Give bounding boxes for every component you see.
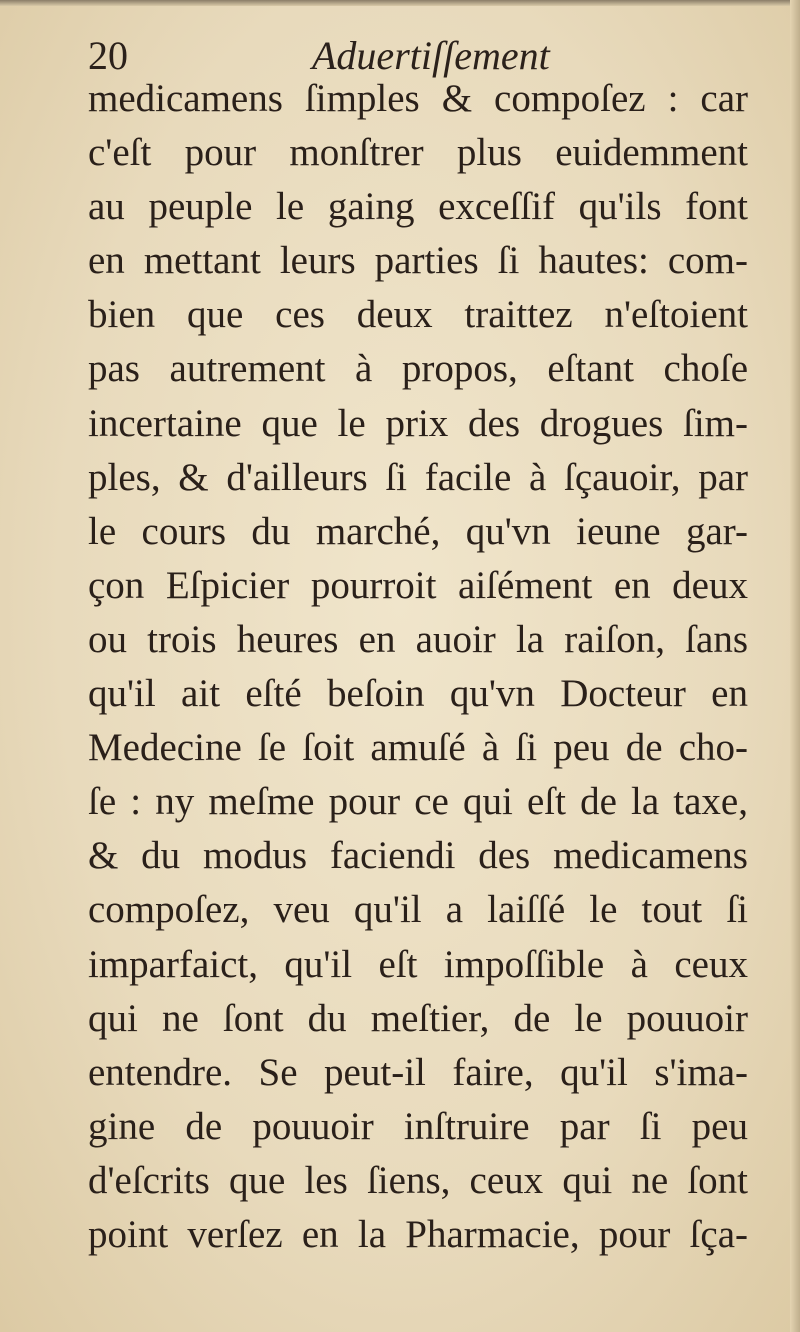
text-line: imparfaict, qu'il eſt impoſſible à ceux [88, 942, 748, 986]
text-line: bien que ces deux traittez n'eſtoient [88, 293, 748, 337]
text-line: ſe : ny meſme pour ce qui eſt de la taxe, [88, 780, 748, 824]
text-line: d'eſcrits que les ſiens, ceux qui ne ſont [88, 1158, 748, 1202]
text-line: gine de pouuoir inſtruire par ſi peu [88, 1104, 748, 1148]
text-line: au peuple le gaing exceſſif qu'ils font [88, 185, 748, 229]
running-title: Aduertiſſement [312, 33, 550, 78]
text-line: point verſez en la Pharmacie, pour ſça- [88, 1212, 748, 1256]
text-line: le cours du marché, qu'vn ieune gar- [88, 509, 748, 553]
text-line: c'eſt pour monſtrer plus euidemment [88, 131, 748, 175]
page-number: 20 [88, 33, 128, 78]
text-line: compoſez, veu qu'il a laiſſé le tout ſi [88, 888, 748, 932]
text-line: entendre. Se peut-il faire, qu'il s'ima- [88, 1050, 748, 1094]
text-line: çon Eſpicier pourroit aiſément en deux [88, 563, 748, 607]
text-line: en mettant leurs parties ſi hautes: com- [88, 239, 748, 283]
text-line: pas autrement à propos, eſtant choſe [88, 347, 748, 391]
body-text [88, 72, 748, 1262]
page-top-edge [0, 0, 800, 6]
text-line: qu'il ait eſté beſoin qu'vn Docteur en [88, 672, 748, 716]
text-line: medicamens ſimples & compoſez : car [88, 77, 748, 120]
text-line: qui ne ſont du meſtier, de le pouuoir [88, 996, 748, 1040]
text-line: Medecine ſe ſoit amuſé à ſi peu de cho- [88, 726, 748, 770]
text-line: ples, & d'ailleurs ſi facile à ſçauoir, par [88, 455, 748, 499]
text-line: & du modus faciendi des medicamens [88, 834, 748, 878]
text-line: ou trois heures en auoir la raiſon, ſans [88, 617, 748, 661]
page-right-edge [790, 0, 800, 1332]
text-line: incertaine que le prix des drogues ſim- [88, 401, 748, 445]
